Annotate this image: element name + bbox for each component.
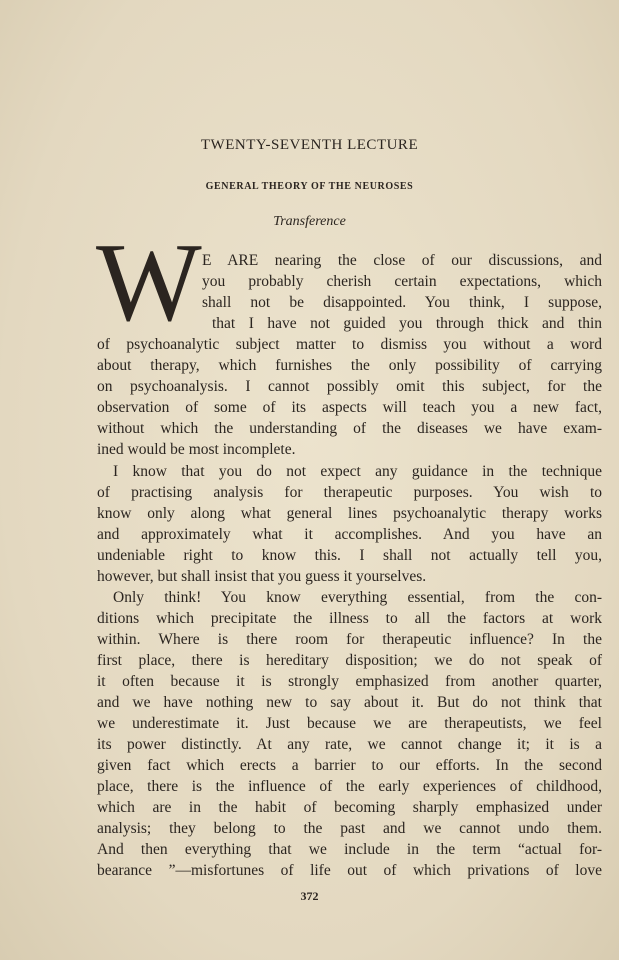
text-line: that I have not guided you through thick and thin bbox=[212, 315, 602, 333]
text-line: on psychoanalysis. I cannot possibly omit this subject, for the bbox=[97, 378, 602, 396]
text-line: of psychoanalytic subject matter to dismiss you without a word bbox=[97, 336, 602, 354]
text-line: observation of some of its aspects will teach you a new fact, bbox=[97, 399, 602, 417]
text-line: first place, there is hereditary disposition; we do not speak of bbox=[97, 651, 602, 669]
text-line: which are in the habit of becoming sharply emphasized under bbox=[97, 799, 602, 817]
chapter-subtitle: Transference bbox=[273, 214, 346, 229]
text-line: it often because it is strongly emphasized from another quarter, bbox=[97, 673, 602, 690]
section-title: GENERAL THEORY OF THE NEUROSES bbox=[205, 181, 414, 192]
text-line: and we have nothing new to say about it. But do not think that bbox=[97, 694, 602, 712]
text-line: Only think! You know everything essential, from the con- bbox=[113, 588, 602, 606]
text-line: we underestimate it. Just because we are therapeutists, we feel bbox=[97, 715, 602, 733]
text-line: about therapy, which furnishes the only possibility of carrying bbox=[97, 357, 602, 375]
text-line: shall not be disappointed. You think, I suppose, bbox=[202, 294, 602, 312]
page-number: 372 bbox=[300, 889, 319, 903]
text-line: know only along what general lines psychoanalytic therapy works bbox=[97, 504, 602, 522]
text-line: given fact which erects a barrier to our efforts. In the second bbox=[97, 757, 602, 775]
drop-cap: W bbox=[96, 221, 202, 345]
text-line: bearance ”—misfortunes of life out of which privations of love bbox=[97, 862, 602, 880]
text-line: place, there is the influence of the early experiences of childhood, bbox=[97, 778, 602, 796]
text-line: of practising analysis for therapeutic purposes. You wish to bbox=[97, 483, 602, 501]
text-line: you probably cherish certain expectations, which bbox=[202, 273, 602, 291]
text-line: however, but shall insist that you guess it yourselves. bbox=[97, 567, 427, 585]
text-line: its power distinctly. At any rate, we cannot change it; it is a bbox=[97, 736, 602, 754]
text-line: and approximately what it accomplishes. And you have an bbox=[97, 525, 602, 543]
text-line: without which the understanding of the diseases we have exam- bbox=[97, 420, 602, 438]
text-line: analysis; they belong to the past and we cannot undo them. bbox=[97, 820, 602, 838]
text-line: I know that you do not expect any guidance in the technique bbox=[113, 462, 602, 480]
lecture-title: TWENTY-SEVENTH LECTURE bbox=[200, 137, 419, 153]
text-line: E ARE nearing the close of our discussions, and bbox=[202, 252, 602, 269]
text-line: within. Where is there room for therapeutic influence? In the bbox=[97, 630, 602, 648]
text-line: ditions which precipitate the illness to all the factors at work bbox=[97, 609, 602, 627]
text-line: undeniable right to know this. I shall not actually tell you, bbox=[97, 546, 602, 564]
text-line: And then everything that we include in the term “actual for- bbox=[97, 841, 602, 859]
text-line: ined would be most incomplete. bbox=[97, 441, 296, 459]
